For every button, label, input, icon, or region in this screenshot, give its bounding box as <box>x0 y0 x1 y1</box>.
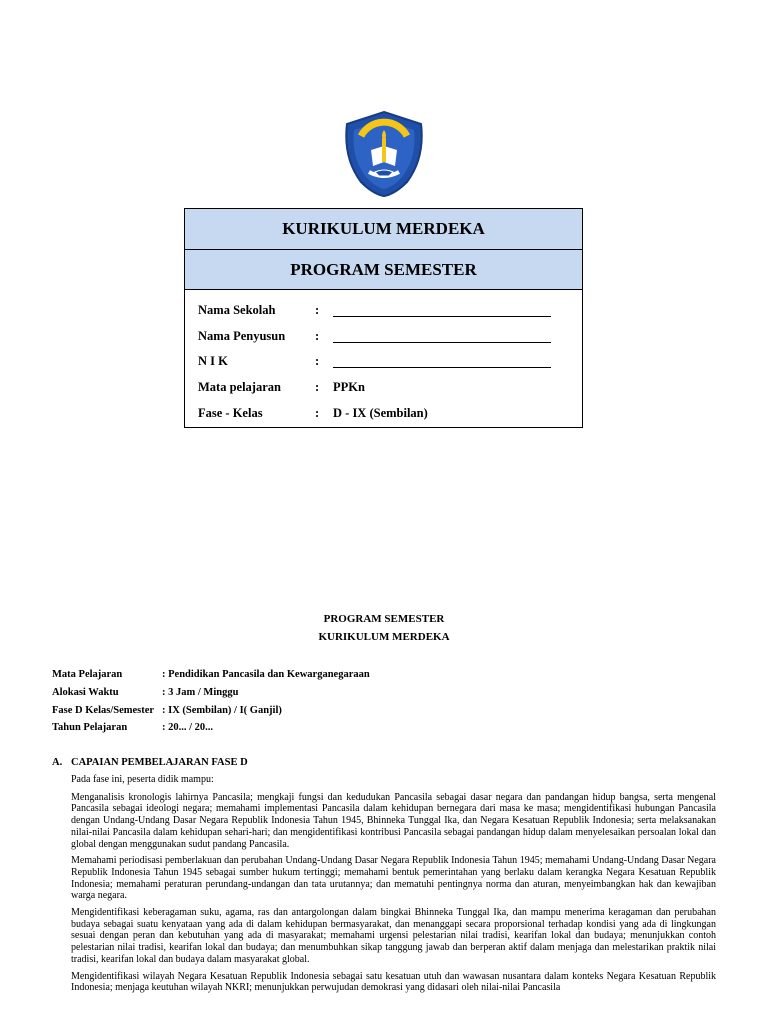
field-colon: : <box>315 354 320 369</box>
field-value: D - IX (Sembilan) <box>333 405 428 420</box>
field-row-nama-penyusun <box>198 324 582 350</box>
meta-row <box>52 666 370 684</box>
field-label: Nama Penyusun <box>198 328 286 343</box>
section-body <box>71 774 716 994</box>
cover-title-kurikulum: KURIKULUM MERDEKA <box>185 209 582 250</box>
field-label: Fase - Kelas <box>198 405 263 420</box>
field-row-nik <box>198 349 582 375</box>
field-blank-line <box>333 304 551 317</box>
section-a <box>52 757 716 999</box>
field-label: N I K <box>198 354 228 369</box>
section-paragraph: Mengidentifikasi keberagaman suku, agama, ras dan antargolongan dalam bingkai Bhinneka Tunggal Ika, dan mampu menerima keragaman dan perubahan budaya sebagai suatu kenyataan yang ada di dalam kehidupan bermasyarakat, dan menanggapi secara proporsional terhadap kondisi yang ada di lingkungan sesuai dengan peran dan kebutuhan yang ada di masyarakat; memahami urgensi pelestarian nilai tradisi, kearifan lokal dan budaya; menunjukkan contoh pelestarian nilai tradisi, kearifan lokal dan budaya; dan menumbuhkan sikap tanggung jawab dan berperan aktif dalam menjaga dan melestarikan praktik nilai tradisi, kearifan lokal dan budaya dalam masyarakat global. <box>71 907 716 965</box>
section-paragraph: Memahami periodisasi pemberlakuan dan perubahan Undang-Undang Dasar Negara Republik Indonesia Tahun 1945; memahami Undang-Undang Dasar Negara Republik Indonesia Tahun 1945 sebagai sumber hukum tertinggi; memahami bentuk pemerintahan yang berlaku dalam kerangka Negara Kesatuan Republik Indonesia; memahami peraturan perundang-undangan dan tata urutannya; dan mematuhi pentingnya norma dan aturan, menyeimbangkan hak dan kewajiban warga negara. <box>71 855 716 902</box>
field-colon: : <box>315 405 320 420</box>
section-title-text: CAPAIAN PEMBELAJARAN FASE D <box>71 757 248 768</box>
field-row-fase-kelas <box>198 400 582 426</box>
meta-value: : 20... / 20... <box>162 722 214 734</box>
field-label: Mata pelajaran <box>198 380 281 395</box>
meta-row <box>52 684 370 702</box>
meta-row <box>52 701 370 719</box>
meta-value: : Pendidikan Pancasila dan Kewarganegaraan <box>162 669 370 681</box>
document-heading-1: PROGRAM SEMESTER <box>323 613 445 625</box>
meta-label: Fase D Kelas/Semester <box>52 704 155 716</box>
section-number: A. <box>52 757 63 768</box>
meta-label: Tahun Pelajaran <box>52 722 128 734</box>
field-blank-line <box>333 355 551 368</box>
field-row-mata-pelajaran <box>198 375 582 401</box>
field-colon: : <box>315 380 320 395</box>
field-row-nama-sekolah <box>198 298 582 324</box>
document-heading-2: KURIKULUM MERDEKA <box>318 631 450 643</box>
document-meta <box>52 666 370 737</box>
meta-value: : 3 Jam / Minggu <box>162 687 239 699</box>
field-blank-line <box>333 330 551 343</box>
field-label: Nama Sekolah <box>198 303 276 318</box>
section-intro: Pada fase ini, peserta didik mampu: <box>71 774 214 785</box>
meta-row <box>52 719 370 737</box>
cover-title-program: PROGRAM SEMESTER <box>185 250 582 290</box>
section-title <box>52 757 716 768</box>
field-value: PPKn <box>333 380 365 395</box>
meta-label: Alokasi Waktu <box>52 687 119 699</box>
section-paragraph: Menganalisis kronologis lahirnya Pancasila; mengkaji fungsi dan kedudukan Pancasila sebagai dasar negara dan pandangan hidup bangsa, serta mengenal Pancasila sebagai ideologi negara; memahami implementasi Pancasila dalam kehidupan bernegara dari masa ke masa; mengidentifikasi hubungan Pancasila dengan Undang-Undang Dasar Negara Republik Indonesia Tahun 1945, Bhinneka Tunggal Ika, dan Negara Kesatuan Republik Indonesia; serta melaksanakan nilai-nilai Pancasila dalam kehidupan sehari-hari; dan mengidentifikasi kontribusi Pancasila sebagai pandangan hidup dalam menyelesaikan persoalan lokal dan global dengan menggunakan sudut pandang Pancasila. <box>71 791 716 850</box>
field-colon: : <box>315 328 320 343</box>
cover-fields <box>185 290 582 426</box>
meta-label: Mata Pelajaran <box>52 669 123 681</box>
tut-wuri-handayani-logo <box>341 110 427 198</box>
field-colon: : <box>315 303 320 318</box>
meta-value: : IX (Sembilan) / I( Ganjil) <box>162 704 282 716</box>
cover-box <box>184 208 583 428</box>
section-paragraph: Mengidentifikasi wilayah Negara Kesatuan Republik Indonesia sebagai satu kesatuan utuh dan wawasan nusantara dalam konteks Negara Kesatuan Republik Indonesia; menjaga keutuhan wilayah NKRI; menunjukkan perwujudan demokrasi yang didasari oleh nilai-nilai Pancasila <box>71 970 716 994</box>
